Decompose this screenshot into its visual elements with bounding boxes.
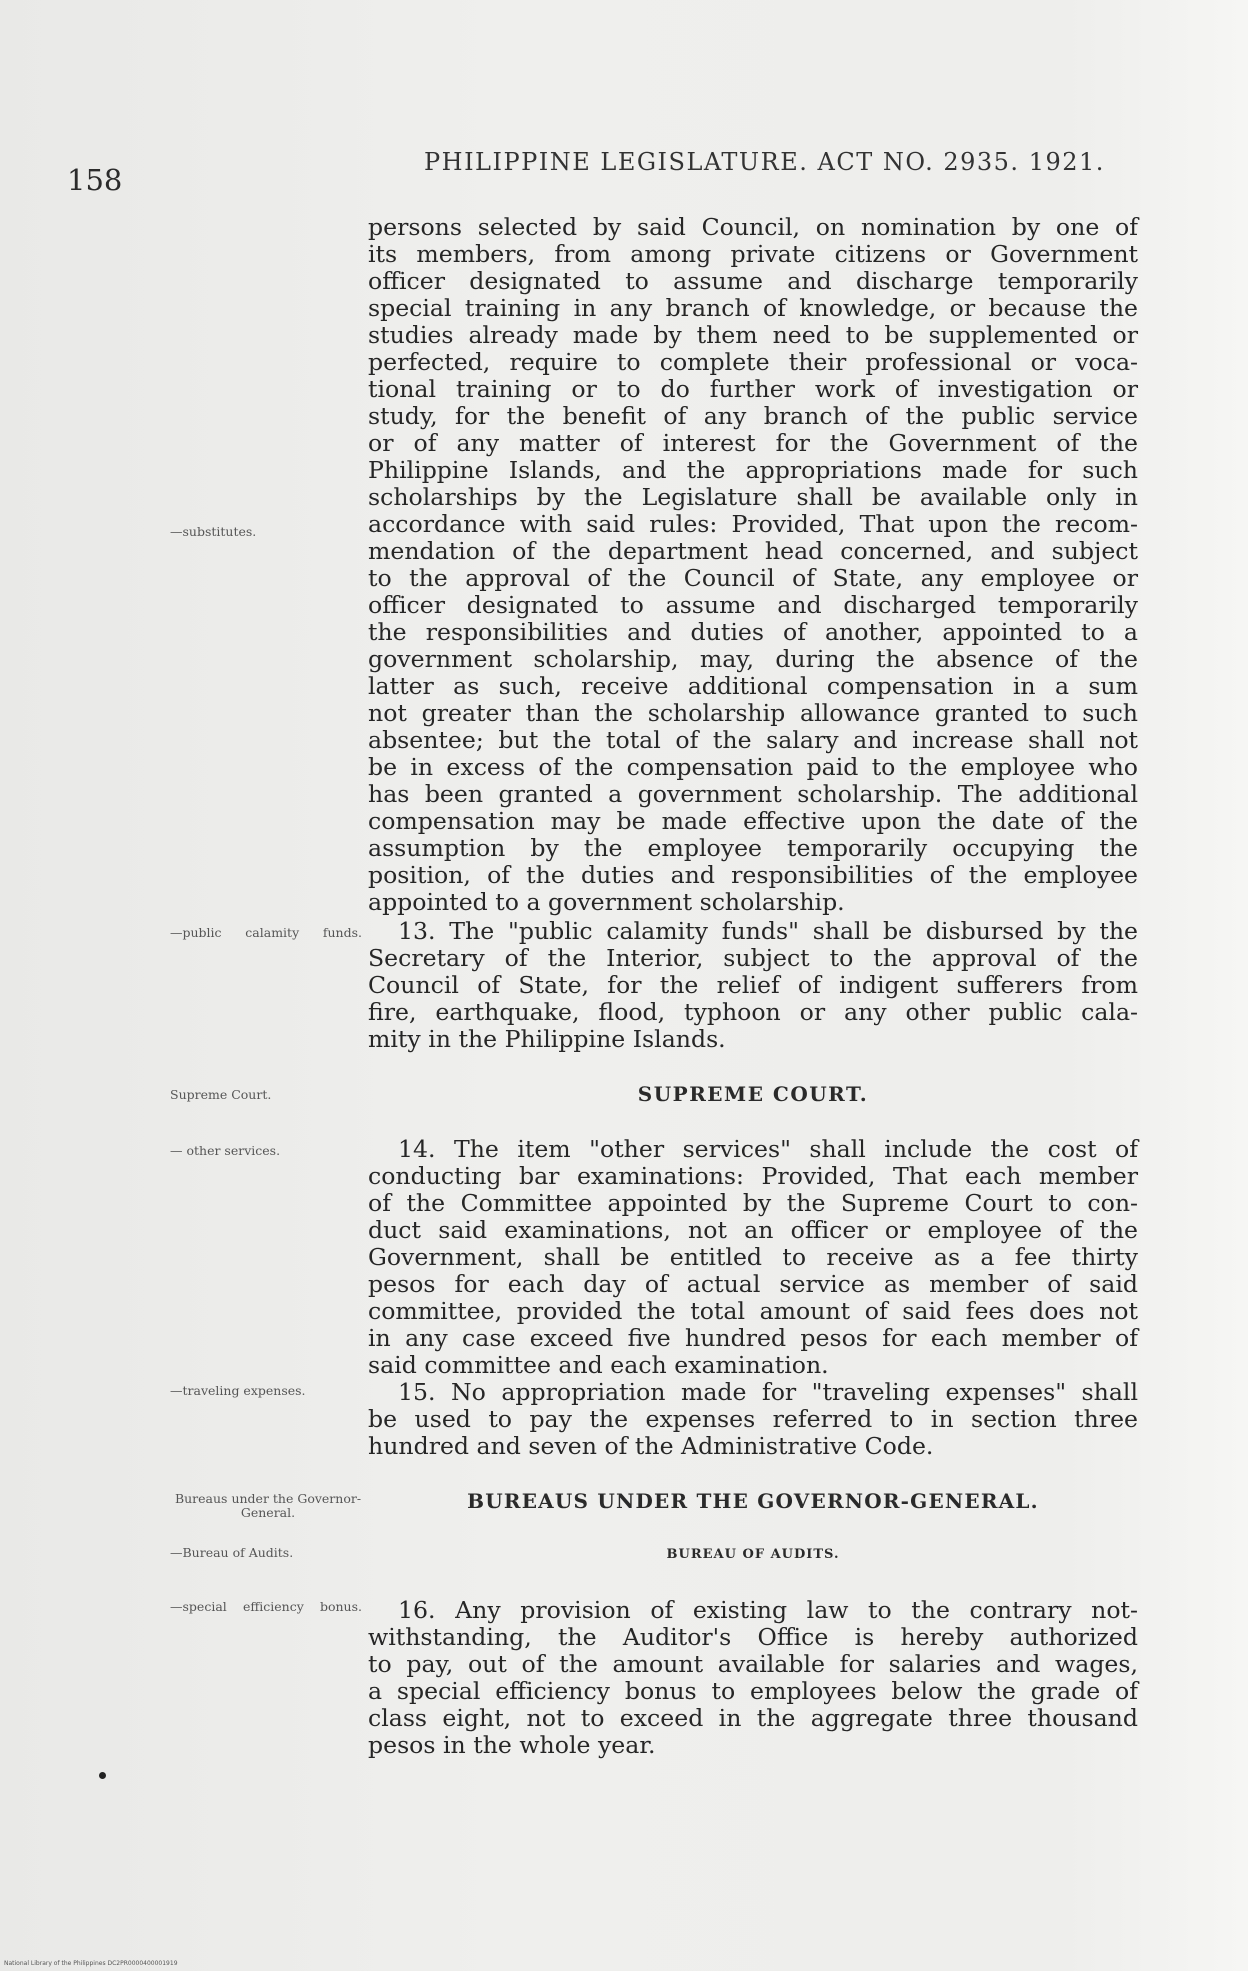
text-line: its members, from among private citizens or Government bbox=[368, 240, 1138, 268]
text-line: class eight, not to exceed in the aggregate three thousand bbox=[368, 1704, 1138, 1732]
text-line: latter as such, receive additional compensation in a sum bbox=[368, 672, 1138, 700]
text-line: perfected, require to complete their professional or voca- bbox=[368, 348, 1138, 376]
text-line: hundred and seven of the Administrative Code. bbox=[368, 1432, 934, 1460]
heading-bureaus-under-governor-general: BUREAUS UNDER THE GOVERNOR-GENERAL. bbox=[467, 1489, 1039, 1513]
text-line: mity in the Philippine Islands. bbox=[368, 1025, 726, 1053]
margin-note-supreme-court: Supreme Court. bbox=[170, 1087, 272, 1102]
text-line: withstanding, the Auditor's Office is hereby authorized bbox=[368, 1623, 1138, 1651]
text-line: appointed to a government scholarship. bbox=[368, 888, 845, 916]
text-line: of the Committee appointed by the Supreme Court to con- bbox=[368, 1189, 1138, 1217]
footer-credit: National Library of the Philippines DC2PR0000400001919 bbox=[4, 1960, 178, 1967]
text-line: has been granted a government scholarship. The additional bbox=[368, 780, 1138, 808]
text-line: be used to pay the expenses referred to in section three bbox=[368, 1405, 1138, 1433]
text-line: government scholarship, may, during the absence of the bbox=[368, 645, 1138, 673]
text-line: pesos in the whole year. bbox=[368, 1731, 656, 1759]
margin-note-substitutes: —substitutes. bbox=[170, 524, 257, 539]
text-line: conducting bar examinations: Provided, That each member bbox=[368, 1162, 1138, 1190]
text-line: to pay, out of the amount available for salaries and wages, bbox=[368, 1650, 1138, 1678]
text-line: Philippine Islands, and the appropriations made for such bbox=[368, 456, 1138, 484]
text-line: persons selected by said Council, on nomination by one of bbox=[368, 213, 1138, 241]
text-line: 14. The item "other services" shall include the cost of bbox=[398, 1135, 1138, 1163]
text-line: Government, shall be entitled to receive as a fee thirty bbox=[368, 1243, 1138, 1271]
text-line: study, for the benefit of any branch of the public service bbox=[368, 402, 1138, 430]
text-line: be in excess of the compensation paid to the employee who bbox=[368, 753, 1138, 781]
page-number: 158 bbox=[67, 163, 123, 197]
text-line: compensation may be made effective upon the date of the bbox=[368, 807, 1138, 835]
text-line: pesos for each day of actual service as member of said bbox=[368, 1270, 1138, 1298]
text-line: committee, provided the total amount of said fees does not bbox=[368, 1297, 1138, 1325]
text-line: assumption by the employee temporarily occupying the bbox=[368, 834, 1138, 862]
margin-note-public-calamity-funds: —public calamity funds. bbox=[170, 925, 362, 940]
text-line: 13. The "public calamity funds" shall be disbursed by the bbox=[398, 917, 1138, 945]
heading-bureau-of-audits: BUREAU OF AUDITS. bbox=[666, 1547, 840, 1562]
text-line: mendation of the department head concerned, and subject bbox=[368, 537, 1138, 565]
text-line: officer designated to assume and discharge temporarily bbox=[368, 267, 1138, 295]
margin-note-traveling-expenses: —traveling expenses. bbox=[170, 1383, 306, 1398]
margin-note-bureau-of-audits: —Bureau of Audits. bbox=[170, 1545, 294, 1560]
margin-note-special-efficiency-bonus: —special efficiency bonus. bbox=[170, 1599, 362, 1614]
margin-note-other-services: — other services. bbox=[170, 1143, 281, 1158]
text-line: the responsibilities and duties of another, appointed to a bbox=[368, 618, 1138, 646]
text-line: studies already made by them need to be supplemented or bbox=[368, 321, 1138, 349]
text-line: position, of the duties and responsibilities of the employee bbox=[368, 861, 1138, 889]
text-line: duct said examinations, not an officer or employee of the bbox=[368, 1216, 1138, 1244]
text-line: not greater than the scholarship allowance granted to such bbox=[368, 699, 1138, 727]
running-head: PHILIPPINE LEGISLATURE. ACT NO. 2935. 1921. bbox=[424, 148, 1105, 176]
text-line: 15. No appropriation made for "traveling expenses" shall bbox=[398, 1378, 1138, 1406]
text-line: Secretary of the Interior, subject to the approval of the bbox=[368, 944, 1138, 972]
text-line: Council of State, for the relief of indigent sufferers from bbox=[368, 971, 1138, 999]
text-line: accordance with said rules: Provided, That upon the recom- bbox=[368, 510, 1138, 538]
text-line: 16. Any provision of existing law to the contrary not- bbox=[398, 1596, 1138, 1624]
text-line: said committee and each examination. bbox=[368, 1351, 829, 1379]
text-line: absentee; but the total of the salary and increase shall not bbox=[368, 726, 1138, 754]
text-line: in any case exceed five hundred pesos for each member of bbox=[368, 1324, 1138, 1352]
ink-dot bbox=[99, 1772, 106, 1779]
text-line: scholarships by the Legislature shall be available only in bbox=[368, 483, 1138, 511]
heading-supreme-court: SUPREME COURT. bbox=[637, 1082, 869, 1106]
text-line: or of any matter of interest for the Government of the bbox=[368, 429, 1138, 457]
text-line: a special efficiency bonus to employees below the grade of bbox=[368, 1677, 1138, 1705]
text-line: to the approval of the Council of State, any employee or bbox=[368, 564, 1138, 592]
text-line: fire, earthquake, flood, typhoon or any other public cala- bbox=[368, 998, 1138, 1026]
text-line: officer designated to assume and discharged temporarily bbox=[368, 591, 1138, 619]
text-line: special training in any branch of knowledge, or because the bbox=[368, 294, 1138, 322]
text-line: tional training or to do further work of investigation or bbox=[368, 375, 1138, 403]
margin-note-bureaus: Bureaus under the Governor-General. bbox=[174, 1491, 362, 1520]
